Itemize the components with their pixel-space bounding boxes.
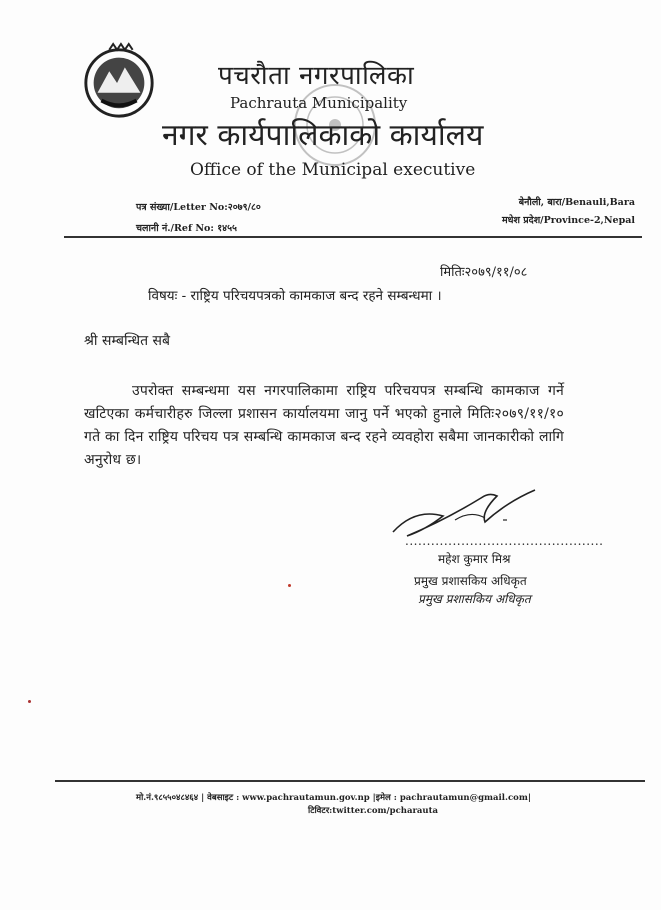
header-divider: [64, 236, 642, 238]
signatory-name: महेश कुमार मिश्र: [438, 552, 511, 566]
municipality-name-en: Pachrauta Municipality: [230, 94, 408, 112]
footer-contact: मो.नं.९८५५०४८४६४ | वेबसाइट : www.pachrautamun.gov.np |इमेल : pachrautamun@gmail.com|: [136, 793, 531, 803]
location-district: बेनौली, बारा/Benauli,Bara: [518, 197, 635, 208]
footer-divider: [55, 780, 645, 782]
letter-date: मितिः२०७९/११/०८: [440, 265, 528, 280]
letter-subject: विषयः - राष्ट्रिय परिचयपत्रको कामकाज बन्द रहने सम्बन्धमा ।: [148, 288, 442, 304]
nepal-emblem-icon: [80, 42, 158, 120]
ink-spot: [28, 700, 31, 703]
ink-spot: [288, 584, 291, 587]
body-paragraph: उपरोक्त सम्बन्धमा यस नगरपालिकामा राष्ट्रिय परिचयपत्र सम्बन्धि कामकाज गर्ने खटिएका कर्मचारीहरु जिल्ला प्रशासन कार्यालयमा जानु पर्ने भएको हुनाले मितिः२०७९/११/१० गते का दिन राष्ट्रिय परिचय पत्र सम्बन्धि कामकाज बन्द रहने व्यवहोरा सबैमा जानकारीको लागि अनुरोध छ।: [84, 383, 564, 468]
signature-line: ..............................................: [405, 534, 604, 548]
letter-number: पत्र संख्या/Letter No:२०७९/८०: [136, 202, 261, 213]
reference-number: चलानी नं./Ref No: १४५५: [136, 223, 237, 234]
signature-icon: [385, 480, 545, 540]
signatory-stamp: प्रमुख प्रशासकिय अधिकृत: [418, 592, 531, 606]
signatory-post: प्रमुख प्रशासकिय अधिकृत: [414, 574, 527, 588]
letter-body: [84, 380, 564, 472]
location-province: मधेश प्रदेश/Province-2,Nepal: [501, 215, 635, 226]
salutation: श्री सम्बन्धित सबै: [84, 333, 170, 349]
office-title-np: नगर कार्यपालिकाको कार्यालय: [162, 118, 484, 153]
municipality-name-np: पचरौता नगरपालिका: [218, 61, 415, 91]
office-title-en: Office of the Municipal executive: [190, 160, 476, 180]
footer-twitter: टिविटर:twitter.com/pcharauta: [308, 806, 439, 816]
